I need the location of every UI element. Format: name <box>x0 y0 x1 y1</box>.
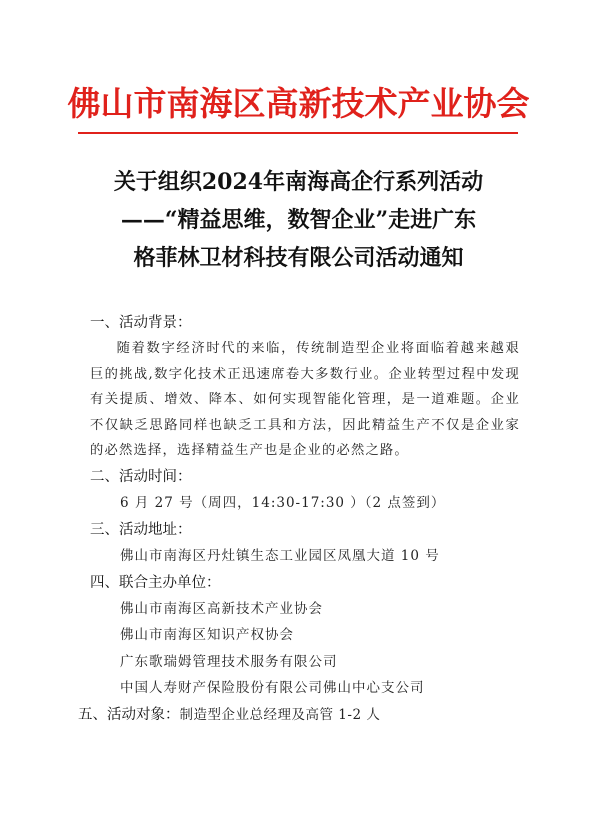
section-heading-location: 三、活动地址： <box>90 521 192 538</box>
section-heading-background: 一、活动背景： <box>90 315 192 331</box>
red-divider-rule <box>78 132 518 134</box>
organization-header: 佛山市南海区高新技术产业协会 <box>67 84 530 123</box>
section-heading-audience <box>78 702 520 728</box>
audience-value: 制造型企业总经理及高管 1-2 人 <box>179 706 381 723</box>
organizer-item: 中国人寿财产保险股份有限公司佛山中心支公司 <box>120 680 425 697</box>
section-background <box>90 310 520 464</box>
section-location <box>90 517 520 570</box>
title-line-3: 格菲林卫材科技有限公司活动通知 <box>133 245 464 271</box>
activity-address-value: 佛山市南海区丹灶镇生态工业园区凤凰大道 10 号 <box>120 547 440 564</box>
organizer-item: 佛山市南海区知识产权协会 <box>120 627 294 644</box>
title-line-2: ——“精益思维，数智企业”走进广东 <box>120 207 477 233</box>
section-audience <box>78 702 520 728</box>
section-organizers <box>90 570 520 702</box>
section-heading-time: 二、活动时间： <box>90 468 192 485</box>
background-paragraph: 随着数字经济时代的来临，传统制造型企业将面临着越来越艰巨的挑战,数字化技术正迅速席卷大多数行业。企业转型过程中发现有关提质、增效、降本、如何实现智能化管理，是一道难题。企业不仅缺乏思路同样也缺乏工具和方法，因此精益生产不仅是企业家的必然选择，选择精益生产也是企业的必然之路。 <box>90 341 520 459</box>
audience-heading-label: 五、活动对象： <box>78 706 180 723</box>
section-time <box>90 464 520 517</box>
notice-title <box>0 163 597 277</box>
organizer-item: 广东歌瑞姆管理技术服务有限公司 <box>120 653 338 670</box>
activity-time-value: 6 月 27 号（周四，14:30-17:30 ）（2 点签到） <box>120 494 446 511</box>
organizer-item: 佛山市南海区高新技术产业协会 <box>120 600 323 617</box>
notice-body <box>78 310 520 728</box>
section-heading-organizers: 四、联合主办单位： <box>90 574 221 591</box>
title-line-1: 关于组织2024年南海高企行系列活动 <box>113 169 484 195</box>
